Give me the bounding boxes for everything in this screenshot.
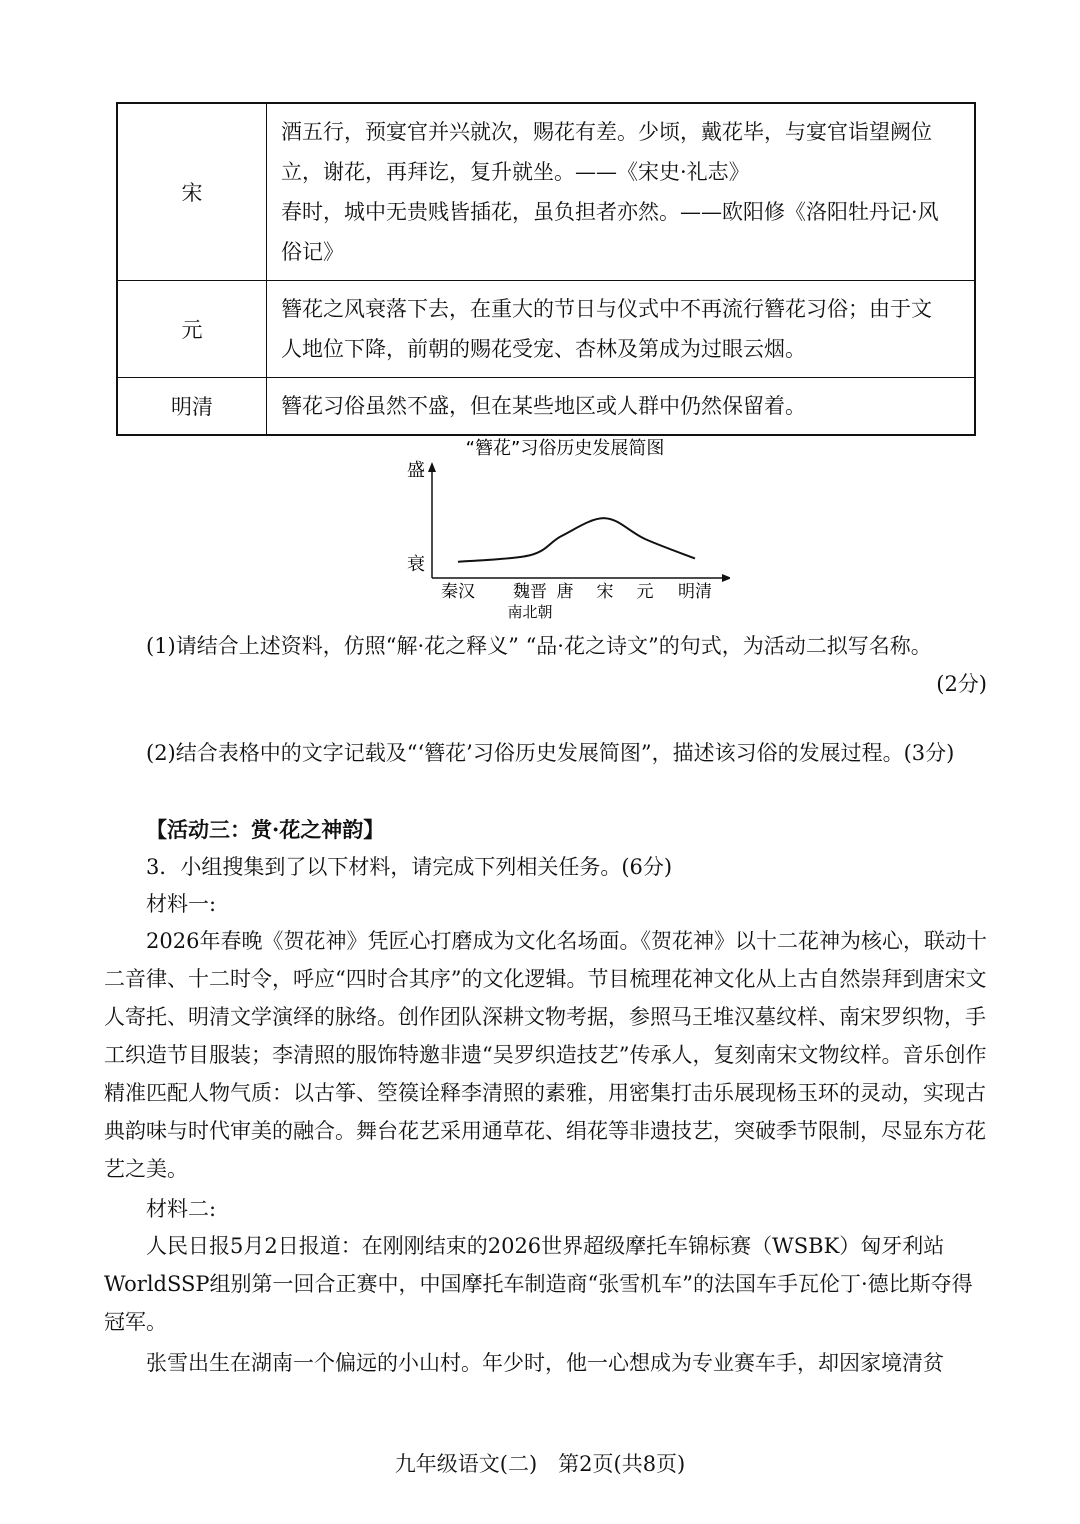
x-tick-label: 南北朝 <box>507 603 553 620</box>
table-row <box>117 281 975 378</box>
record-line: 春时，城中无贵贱皆插花，虽负担者亦然。——欧阳修《洛阳牡丹记·风 <box>281 200 939 224</box>
x-tick-label: 魏晋 <box>513 582 547 602</box>
question-2: (2)结合表格中的文字记载及“‘簪花’习俗历史发展简图”，描述该习俗的发展过程。(3分) <box>146 741 955 765</box>
record-line: 人地位下降，前朝的赐花受宠、杏林及第成为过眼云烟。 <box>281 337 806 361</box>
material-2-text-continued: 张雪出生在湖南一个偏远的小山村。年少时，他一心想成为专业赛车手，却因家境清贫 <box>146 1351 944 1375</box>
material-2-label: 材料二: <box>146 1197 217 1221</box>
record-cell <box>267 281 976 378</box>
custom-history-chart <box>400 430 730 620</box>
trend-line <box>458 518 695 562</box>
material-1-text: 2026年春晚《贺花神》凭匠心打磨成为文化名场面。《贺花神》以十二花神为核心，联动十二音律、十二时令，呼应“四时合其序”的文化逻辑。节目梳理花神文化从上古自然崇拜到唐宋文人寄托、明清文学演绎的脉络。创作团队深耕文物考据，参照马王堆汉墓纹样、南宋罗织物，手工织造节目服装；李清照的服饰特邀非遗“吴罗织造技艺”传承人，复刻南宋文物纹样。音乐创作精准匹配人物气质：以古筝、箜篌诠释李清照的素雅，用密集打击乐展现杨玉环的灵动，实现古典韵味与时代审美的融合。舞台花艺采用通草花、绢花等非遗技艺，突破季节限制，尽显东方花艺之美。 <box>104 929 987 1181</box>
era-cell: 明清 <box>117 378 267 436</box>
x-tick-labels <box>441 582 712 620</box>
x-tick-label: 秦汉 <box>441 582 475 602</box>
question-1: (1)请结合上述资料，仿照“解·花之释义” “品·花之诗文”的句式，为活动二拟写名称。 <box>146 634 932 658</box>
record-cell <box>267 103 976 281</box>
table-row <box>117 103 975 281</box>
task-3: 3．小组搜集到了以下材料，请完成下列相关任务。(6分) <box>146 855 673 879</box>
chart-title: “簪花”习俗历史发展简图 <box>465 438 665 459</box>
page-footer: 九年级语文(二) 第2页(共8页) <box>394 1452 686 1476</box>
table-row <box>117 378 975 436</box>
material-2-text: 人民日报5月2日报道：在刚刚结束的2026世界超级摩托车锦标赛（WSBK）匈牙利站WorldSSP组别第一回合正赛中，中国摩托车制造商“张雪机车”的法国车手瓦伦丁·德比斯夺得冠军。 <box>104 1234 973 1334</box>
x-tick-label: 唐 <box>556 582 574 602</box>
y-axis-arrow <box>428 462 436 472</box>
x-axis-arrow <box>722 574 730 582</box>
x-tick-label: 宋 <box>596 582 614 602</box>
record-cell <box>267 378 976 436</box>
record-line: 簪花习俗虽然不盛，但在某些地区或人群中仍然保留着。 <box>281 394 806 418</box>
x-tick-label: 元 <box>636 582 654 602</box>
record-line: 酒五行，预宴官并兴就次，赐花有差。少顷，戴花毕，与宴官诣望阙位 <box>281 120 932 144</box>
y-bottom-label: 衰 <box>407 554 425 575</box>
era-cell: 宋 <box>117 103 267 281</box>
x-tick-label: 明清 <box>678 582 712 602</box>
y-top-label: 盛 <box>407 460 425 481</box>
material-1-label: 材料一: <box>146 892 217 916</box>
record-line: 簪花之风衰落下去，在重大的节日与仪式中不再流行簪花习俗；由于文 <box>281 297 932 321</box>
era-cell: 元 <box>117 281 267 378</box>
question-1-score: (2分) <box>936 672 987 696</box>
history-table <box>116 102 976 436</box>
activity-heading: 【活动三：赏·花之神韵】 <box>146 817 385 842</box>
record-line: 俗记》 <box>281 240 344 264</box>
record-line: 立，谢花，再拜讫，复升就坐。——《宋史·礼志》 <box>281 160 750 184</box>
